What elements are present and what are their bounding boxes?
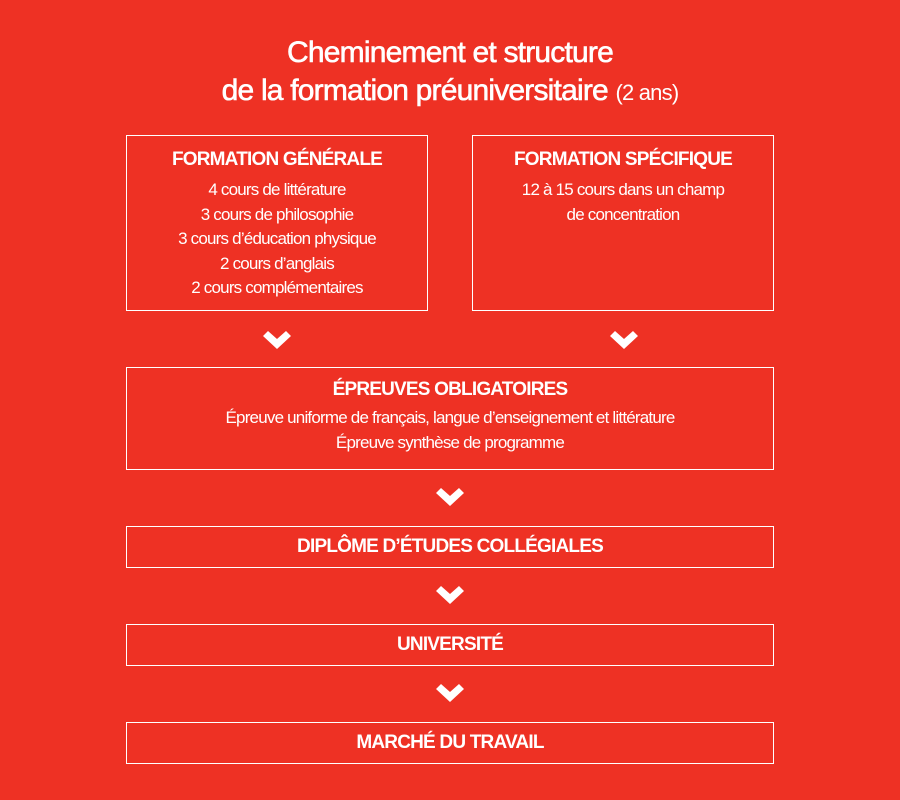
formation-specifique-box — [472, 135, 774, 311]
epreuves-box — [126, 367, 774, 470]
universite-box — [126, 624, 774, 666]
title-duration: (2 ans) — [615, 80, 679, 105]
list-item: 2 cours d’anglais — [220, 253, 334, 273]
chevron-down-icon — [436, 488, 464, 506]
diplome-heading: DIPLÔME D’ÉTUDES COLLÉGIALES — [297, 536, 603, 557]
universite-heading: UNIVERSITÉ — [396, 634, 504, 655]
chevron-down-icon — [436, 586, 464, 604]
diplome-box — [126, 526, 774, 568]
chevron-down-icon — [263, 331, 291, 349]
list-item: 3 cours de philosophie — [200, 204, 354, 224]
chevron-down-icon — [436, 684, 464, 702]
list-item: Épreuve synthèse de programme — [335, 432, 565, 452]
title-line-1: Cheminement et structure — [287, 36, 613, 69]
list-item: 4 cours de littérature — [208, 180, 346, 199]
list-item: 2 cours complémentaires — [191, 278, 363, 297]
marche-travail-heading: MARCHÉ DU TRAVAIL — [356, 732, 544, 753]
title-line-2: de la formation préuniversitaire (2 ans) — [221, 74, 679, 107]
diagram-title — [0, 34, 900, 112]
epreuves-heading: ÉPREUVES OBLIGATOIRES — [332, 379, 568, 400]
formation-specifique-heading: FORMATION SPÉCIFIQUE — [514, 149, 732, 170]
list-item: 12 à 15 cours dans un champ — [521, 180, 725, 199]
list-item: de concentration — [566, 204, 680, 224]
list-item: 3 cours d’éducation physique — [178, 229, 376, 248]
formation-generale-box — [126, 135, 428, 311]
list-item: Épreuve uniforme de français, langue d’enseignement et littérature — [225, 408, 675, 427]
marche-travail-box — [126, 722, 774, 764]
chevron-down-icon — [610, 331, 638, 349]
formation-generale-heading: FORMATION GÉNÉRALE — [171, 149, 383, 170]
